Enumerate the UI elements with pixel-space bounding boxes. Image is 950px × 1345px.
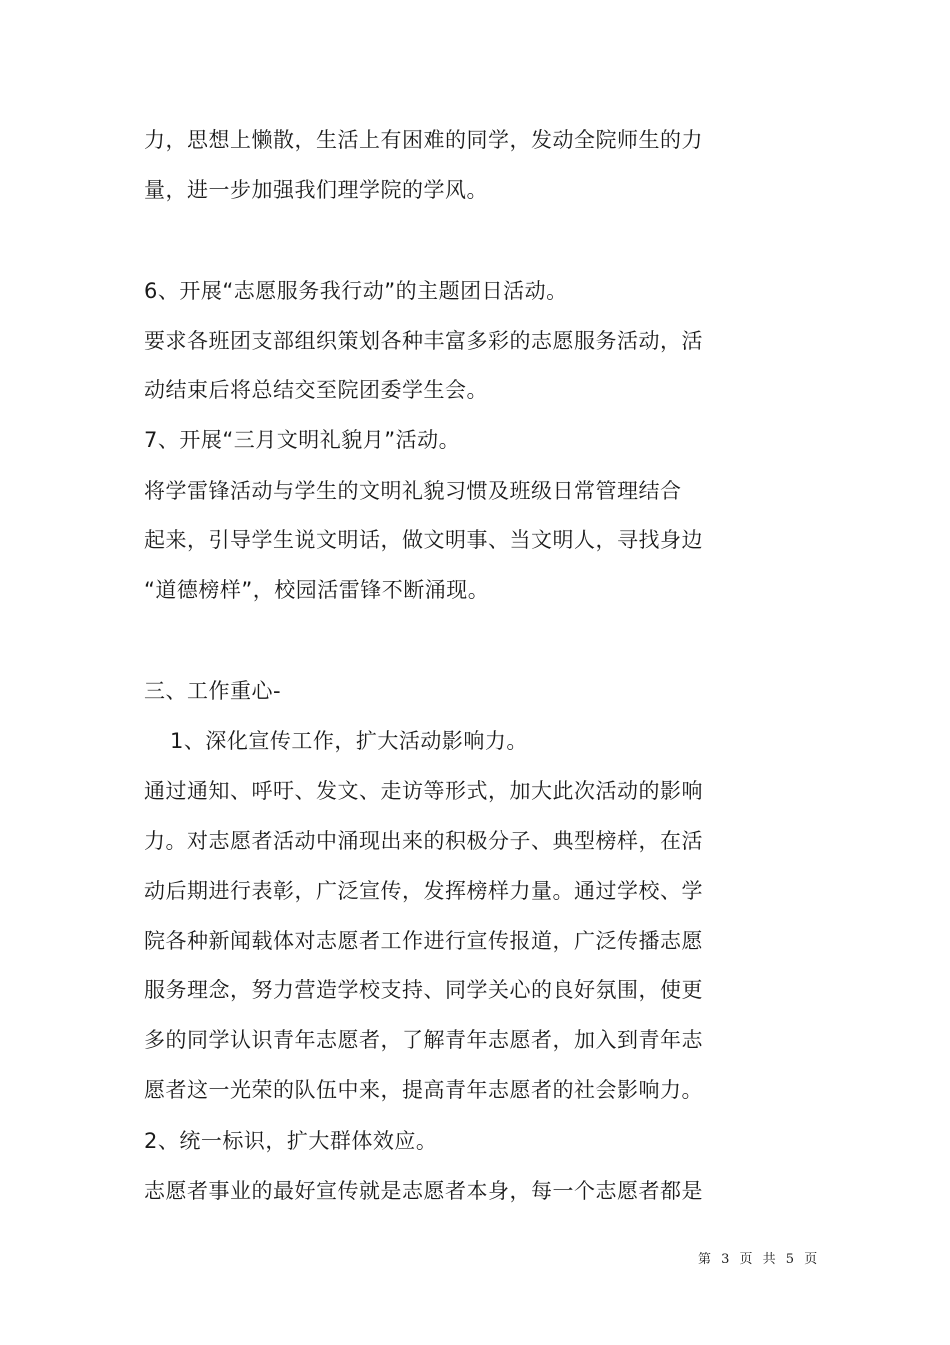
paragraph-line: 起来，引导学生说文明话，做文明事、当文明人，寻找身边 xyxy=(144,528,703,552)
page-number-footer: 第 3 页 共 5 页 xyxy=(698,1252,818,1267)
paragraph-line: 力。对志愿者活动中涌现出来的积极分子、典型榜样，在活 xyxy=(144,829,703,853)
paragraph-line: 服务理念，努力营造学校支持、同学关心的良好氛围，使更 xyxy=(144,978,703,1002)
paragraph-line: 量，进一步加强我们理学院的学风。 xyxy=(144,178,488,202)
paragraph-line: 力，思想上懒散，生活上有困难的同学，发动全院师生的力 xyxy=(144,128,703,152)
paragraph-line: 多的同学认识青年志愿者，了解青年志愿者，加入到青年志 xyxy=(144,1028,703,1052)
paragraph-line: 动后期进行表彰，广泛宣传，发挥榜样力量。通过学校、学 xyxy=(144,879,703,903)
section-title-3: 三、工作重心- xyxy=(144,679,282,703)
paragraph-line: 动结束后将总结交至院团委学生会。 xyxy=(144,378,488,402)
paragraph-line: 要求各班团支部组织策划各种丰富多彩的志愿服务活动，活 xyxy=(144,329,703,353)
subsection-heading-2: 2、统一标识，扩大群体效应。 xyxy=(144,1129,438,1153)
paragraph-line: 愿者这一光荣的队伍中来，提高青年志愿者的社会影响力。 xyxy=(144,1078,703,1102)
subsection-heading-1: 1、深化宣传工作，扩大活动影响力。 xyxy=(170,729,528,753)
section-heading-6: 6、开展“志愿服务我行动”的主题团日活动。 xyxy=(144,279,568,303)
paragraph-line: 院各种新闻载体对志愿者工作进行宣传报道，广泛传播志愿 xyxy=(144,929,703,953)
section-heading-7: 7、开展“三月文明礼貌月”活动。 xyxy=(144,428,461,452)
paragraph-line: 将学雷锋活动与学生的文明礼貌习惯及班级日常管理结合 xyxy=(144,479,682,503)
paragraph-line: 志愿者事业的最好宣传就是志愿者本身，每一个志愿者都是 xyxy=(144,1179,703,1203)
paragraph-line: “道德榜样”，校园活雷锋不断涌现。 xyxy=(144,578,490,602)
paragraph-line: 通过通知、呼吁、发文、走访等形式，加大此次活动的影响 xyxy=(144,779,703,803)
